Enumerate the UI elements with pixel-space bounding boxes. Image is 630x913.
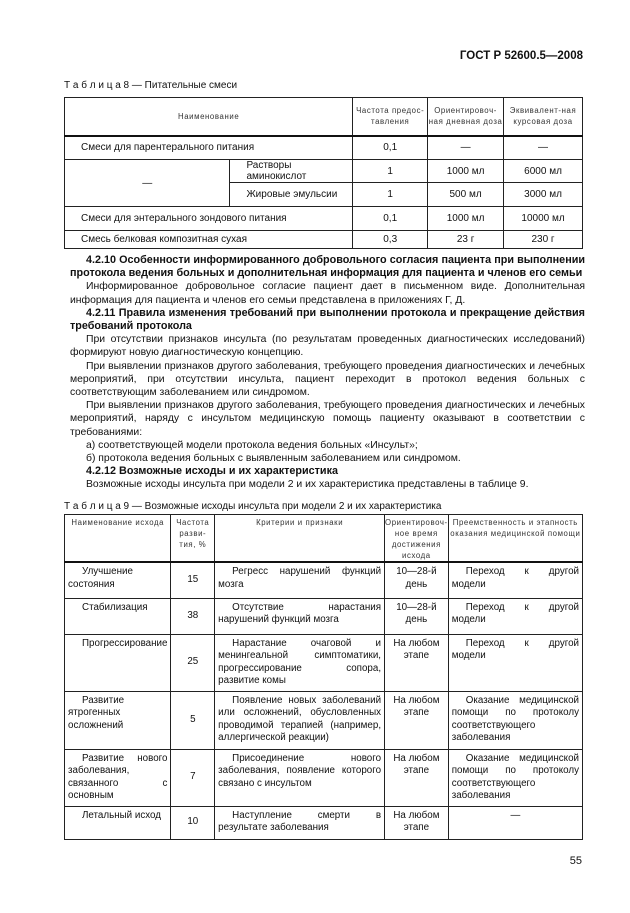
cell-outcome: Улучшение состояния [65,562,171,598]
page-number: 55 [569,855,582,867]
cell-freq: 1 [353,183,428,207]
section-heading: 4.2.12 Возможные исходы и их характеристика [86,465,338,478]
table-row [65,562,583,598]
table-row [65,231,583,249]
table-8 [64,97,583,249]
cell-name: Смесь белковая композитная сухая [65,231,353,249]
cell-frequency: 5 [171,691,215,749]
cell-outcome: Летальный исход [65,806,171,839]
cell-outcome: Развитие ятрогенных осложнений [65,691,171,749]
cell-outcome: Прогрессирование [65,634,171,691]
cell-frequency: 15 [171,562,215,598]
col-header: Частота предос-тавления [353,98,428,136]
cell-day: 500 мл [428,183,504,207]
cell-outcome: Развитие нового заболевания, связанного с основным [65,749,171,806]
table8-caption: Т а б л и ц а 8 — Питательные смеси [64,80,238,91]
table-row [65,634,583,691]
cell-frequency: 10 [171,806,215,839]
cell-continuity: Переход к другой модели [448,562,582,598]
cell-course: 230 г [504,231,583,249]
cell-frequency: 25 [171,634,215,691]
cell-continuity: — [448,806,582,839]
cell-freq: 0,1 [353,136,428,160]
cell-group: — [65,160,230,207]
col-header: Преемственность и этапность оказания медицинской помощи [448,515,582,563]
paragraph: Возможные исходы инсульта при модели 2 и их характеристика представлены в таблице 9. [86,479,529,491]
cell-freq: 0,3 [353,231,428,249]
cell-criteria: Присоединение нового заболевания, появление которого связано с инсультом [215,749,385,806]
cell-day: 1000 мл [428,160,504,183]
cell-time: На любом этапе [385,634,449,691]
col-header: Критерии и признаки [215,515,385,563]
cell-freq: 0,1 [353,207,428,231]
cell-day: 23 г [428,231,504,249]
document-header: ГОСТ Р 52600.5—2008 [459,50,583,62]
table-row [65,749,583,806]
col-header: Наименование [65,98,353,136]
cell-criteria: Наступление смерти в результате заболевания [215,806,385,839]
cell-course: 10000 мл [504,207,583,231]
cell-criteria: Появление новых заболеваний или осложнений, обусловленных проводимой терапией (например, аллергической реакции) [215,691,385,749]
cell-criteria: Нарастание очаговой и менингеальной симптоматики, прогрессирование сопора, развитие комы [215,634,385,691]
cell-freq: 1 [353,160,428,183]
cell-continuity: Оказание медицинской помощи по протоколу соответствующего заболевания [448,691,582,749]
table-row [65,207,583,231]
cell-name: Смеси для парентерального питания [65,136,353,160]
cell-time: На любом этапе [385,749,449,806]
col-header: Наименование исхода [65,515,171,563]
cell-continuity: Переход к другой модели [448,598,582,634]
cell-course: 6000 мл [504,160,583,183]
cell-frequency: 7 [171,749,215,806]
section-heading: 4.2.10 Особенности информированного добровольного согласия пациента при выполнении протокола ведения больных и дополнительная информация для пациента и членов его семьи [70,254,585,280]
cell-name: Смеси для энтерального зондового питания [65,207,353,231]
cell-time: 10—28-й день [385,598,449,634]
cell-name: Растворы аминокислот [230,160,353,183]
cell-day: — [428,136,504,160]
col-header: Эквивалент-ная курсовая доза [504,98,583,136]
cell-course: — [504,136,583,160]
col-header: Ориентировоч-ная дневная доза [428,98,504,136]
cell-time: 10—28-й день [385,562,449,598]
cell-frequency: 38 [171,598,215,634]
cell-day: 1000 мл [428,207,504,231]
cell-criteria: Регресс нарушений функций мозга [215,562,385,598]
table-row [65,136,583,160]
list-item: б) протокола ведения больных с выявленным заболеванием или синдромом. [86,453,461,465]
table-row [65,160,583,183]
cell-criteria: Отсутствие нарастания нарушений функций мозга [215,598,385,634]
cell-continuity: Переход к другой модели [448,634,582,691]
cell-course: 3000 мл [504,183,583,207]
cell-continuity: Оказание медицинской помощи по протоколу соответствующего заболевания [448,749,582,806]
col-header: Частота разви-тия, % [171,515,215,563]
table-row [65,691,583,749]
paragraph: При выявлении признаков другого заболевания, требующего проведения диагностических и лечебных мероприятий, наряду с инсультом медицинскую помощь пациенту оказывают в соответствии с требованиями: [70,400,585,438]
cell-outcome: Стабилизация [65,598,171,634]
table-row [65,598,583,634]
table9-caption: Т а б л и ц а 9 — Возможные исходы инсульта при модели 2 и их характеристика [64,501,442,512]
paragraph: При выявлении признаков другого заболевания, требующего проведения диагностических и лечебных мероприятий, при отсутствии инсульта, пациент переходит в протокол ведения больных с соответствующим заболеванием или синдромом. [70,360,585,399]
table-9 [64,514,583,840]
paragraph: Информированное добровольное согласие пациент дает в письменном виде. Дополнительная информация для пациента и членов его семьи представлена в приложениях Г, Д. [70,281,585,306]
table-row [65,806,583,839]
body-text [70,254,585,492]
cell-name: Жировые эмульсии [230,183,353,207]
paragraph: При отсутствии признаков инсульта (по результатам проведенных диагностических исследований) формируют новую диагностическую концепцию. [70,334,585,359]
section-heading: 4.2.11 Правила изменения требований при выполнении протокола и прекращение действия требований протокола [70,306,585,333]
col-header: Ориентировоч-ное время достижения исхода [385,515,449,563]
cell-time: На любом этапе [385,806,449,839]
cell-time: На любом этапе [385,691,449,749]
list-item: а) соответствующей модели протокола ведения больных «Инсульт»; [86,439,418,451]
